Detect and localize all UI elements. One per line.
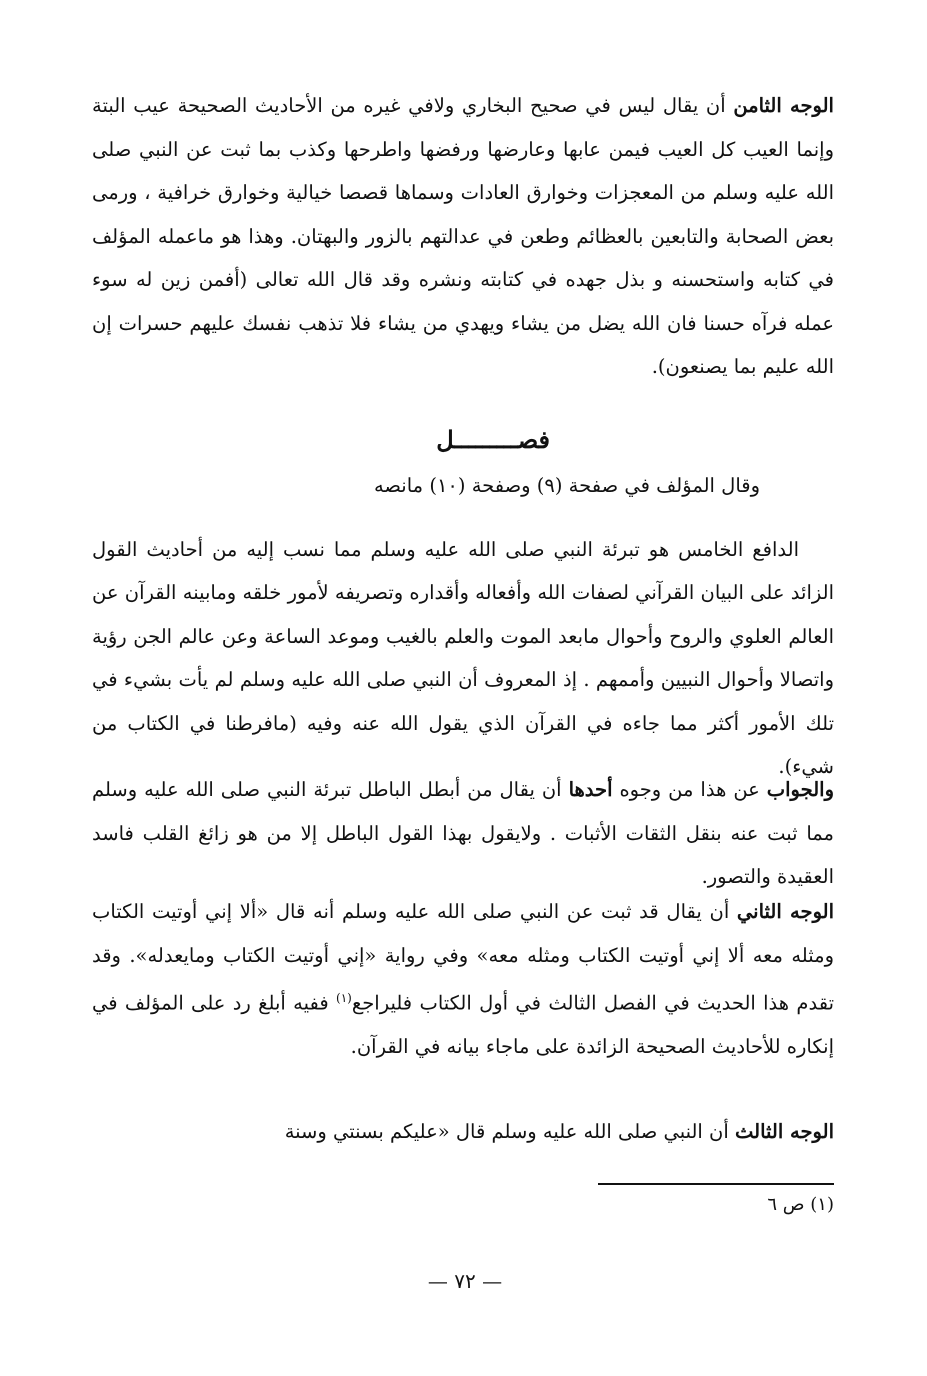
paragraph-body-second-after: ففيه أبلغ رد على المؤلف في إنكاره للأحاديث الصحيحة الزائدة على ماجاء بيانه في القرآن. xyxy=(92,991,834,1058)
paragraph-lead-first: أحدها xyxy=(568,778,613,801)
paragraph-third-aspect xyxy=(92,1110,834,1154)
paragraph-eighth-aspect xyxy=(92,84,834,389)
section-heading-text: فصـــــــــل xyxy=(436,425,550,454)
paragraph-lead-answer: والجواب xyxy=(766,778,834,801)
paragraph-body-answer-a: عن هذا من وجوه xyxy=(612,778,767,801)
paragraph-body-third: أن النبي صلى الله عليه وسلم قال «عليكم بسنتي وسنة xyxy=(284,1120,735,1143)
footnote-reference: (١) xyxy=(336,991,352,1005)
paragraph-lead-second: الوجه الثاني xyxy=(736,900,834,923)
page-number: — ٧٢ — xyxy=(427,1269,503,1293)
paragraph-body-second: أن يقال قد ثبت عن النبي صلى الله عليه وسلم أنه قال «ألا إني أوتيت الكتاب ومثله معه ألا إني أوتيت الكتاب ومثله معه» وفي رواية «إني أوتيت الكتاب ومايعدله». وقد تقدم هذا الحديث في الفصل الثالث في أول الكتاب فليراجع xyxy=(92,900,835,1015)
paragraph-lead-third: الوجه الثالث xyxy=(734,1120,834,1143)
section-heading xyxy=(360,418,550,462)
paragraph-answer xyxy=(92,768,834,899)
paragraph-second-aspect xyxy=(92,890,834,1069)
paragraph-body-eighth: أن يقال ليس في صحيح البخاري ولافي غيره من الأحاديث الصحيحة عيب البتة وإنما العيب كل العيب فيمن عابها وعارضها ورفضها واطرحها وكذب بما ثبت عن النبي صلى الله عليه وسلم من المعجزات وخوارق العادات وسماها قصصا خيالية وخوارق خرافية ، ورمى بعض الصحابة والتابعين بالعظائم وطعن في عدالتهم بالزور والبهتان. وهذا هو ماعمله المؤلف في كتابه واستحسنه و بذل جهده في كتابته ونشره وقد قال الله تعالى (أفمن زين له سوء عمله فرآه حسنا فان الله يضل من يشاء ويهدي من يشاء فلا تذهب نفسك عليهم حسرات إن الله عليم بما يصنعون). xyxy=(92,94,834,378)
quoted-passage: الدافع الخامس هو تبرئة النبي صلى الله عليه وسلم مما نسب إليه من أحاديث القول الزائد على البيان القرآني لصفات الله وأفعاله وأقداره وتصريفه لأمور خلقه ومابينه القرآن عن العالم العلوي والروح وأحوال مابعد الموت والعلم بالغيب وموعد الساعة وعن عالم الجن رؤية واتصالا وأحوال النبيين وأممهم . إذ المعروف أن النبي صلى الله عليه وسلم لم يأت بشيء في تلك الأمور أكثر مما جاءه في القرآن الذي يقول الله عنه وفيه (مافرطنا في الكتاب من شيء). xyxy=(92,537,834,778)
quote-intro-line: وقال المؤلف في صفحة (٩) وصفحة (١٠) مانصه xyxy=(373,474,760,497)
paragraph-lead-eighth: الوجه الثامن xyxy=(733,94,834,117)
footnote: (١) ص ٦ xyxy=(767,1194,834,1215)
paragraph-body-answer-b: أن يقال من أبطل الباطل تبرئة النبي صلى الله عليه وسلم مما ثبت عنه بنقل الثقات الأثبات . ولايقول بهذا القول الباطل إلا من هو زائغ القلب فاسد العقيدة والتصور. xyxy=(92,778,834,888)
footnote-divider xyxy=(598,1183,834,1185)
